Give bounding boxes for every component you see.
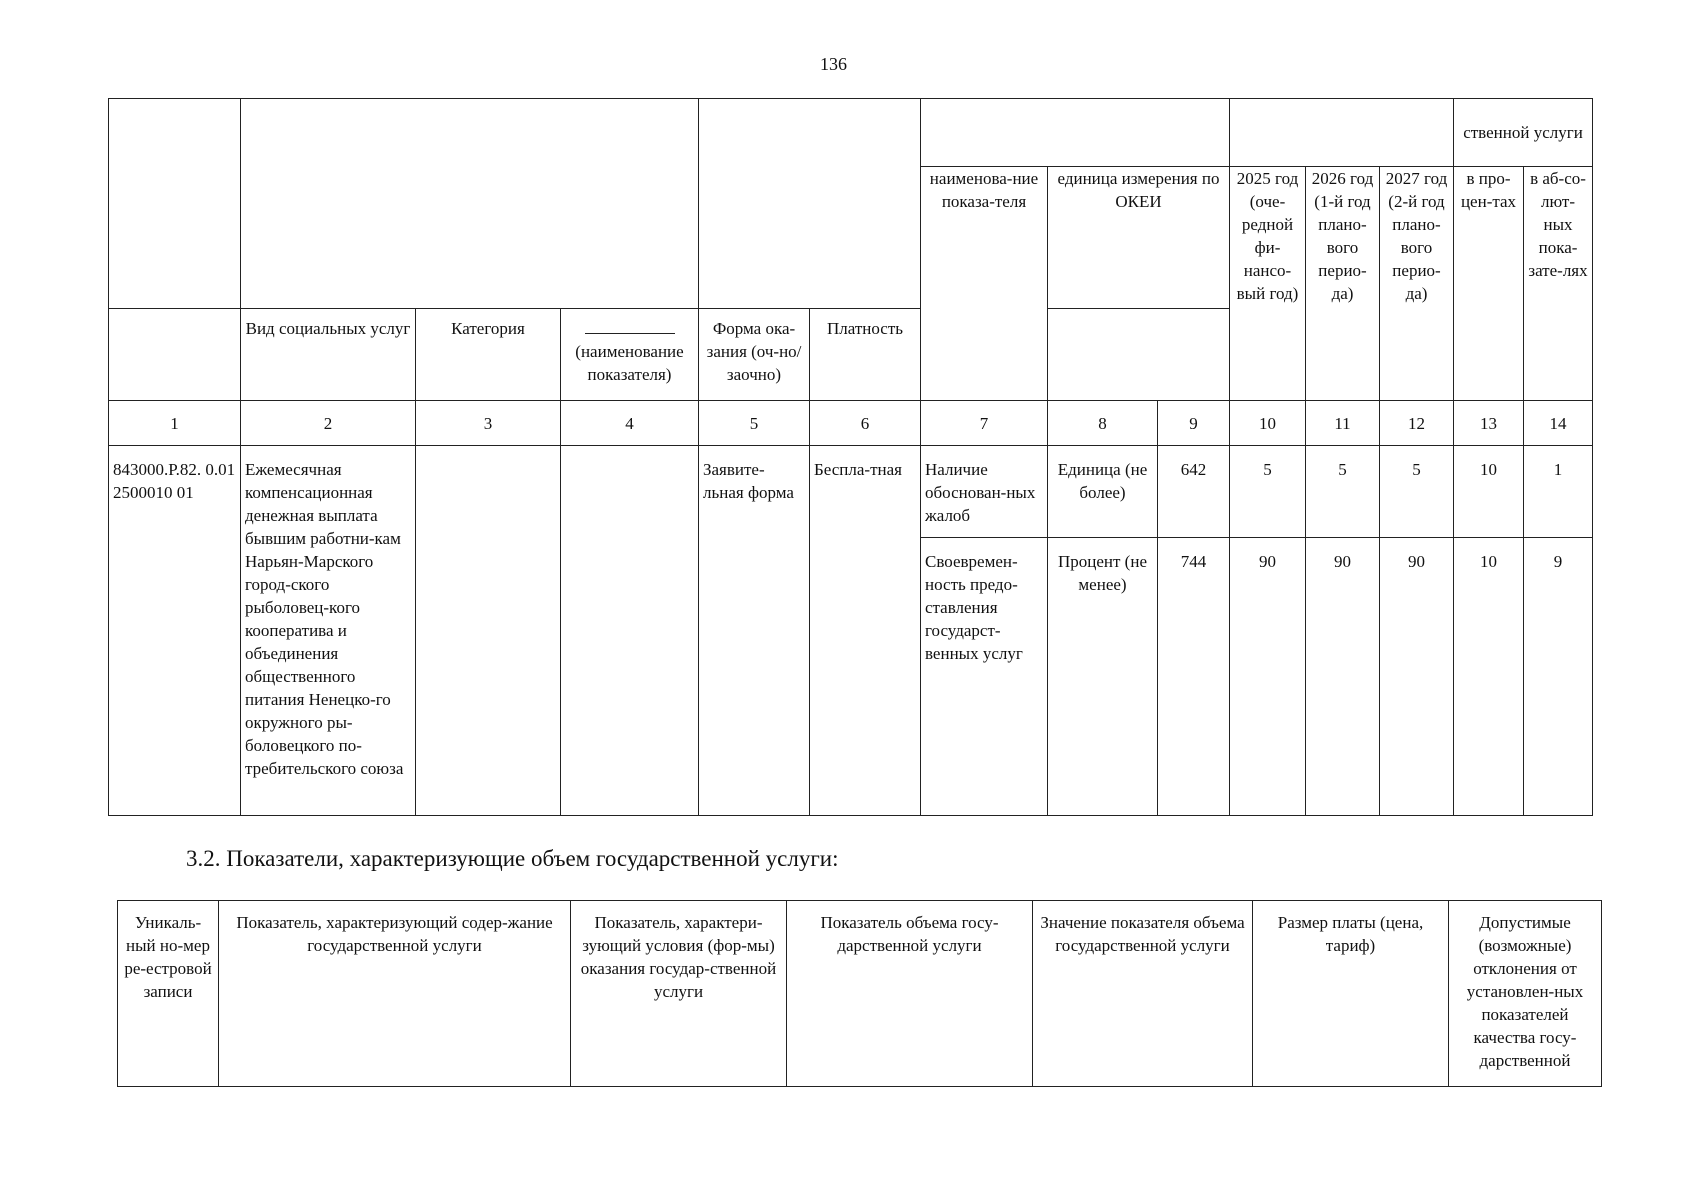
indicator-1: Наличие обоснован-ных жалоб (921, 446, 1048, 538)
column-number-8: 8 (1048, 401, 1158, 446)
column-number-4: 4 (561, 401, 699, 446)
pct-2: 10 (1454, 538, 1524, 816)
section-title: 3.2. Показатели, характеризующие объем государственной услуги: (186, 846, 839, 871)
column-number-10: 10 (1230, 401, 1306, 446)
header-blank-5 (1230, 99, 1454, 167)
header-blank-2 (241, 99, 699, 309)
header-unit-okei: единица измерения по ОКЕИ (1048, 167, 1230, 309)
column-number-3: 3 (416, 401, 561, 446)
column-number-11: 11 (1306, 401, 1380, 446)
payment-cell: Беспла-тная (810, 446, 921, 816)
quality-indicators-table (108, 98, 1593, 816)
code-1: 642 (1158, 446, 1230, 538)
unit-1: Единица (не более) (1048, 446, 1158, 538)
volume-header-3: Показатель, характери-зующий условия (фор-мы) оказания государ-ственной услуги (571, 901, 787, 1087)
volume-header-4: Показатель объема госу-дарственной услуги (787, 901, 1033, 1087)
category-cell (416, 446, 561, 816)
page-number: 136 (820, 54, 847, 74)
column-number-7: 7 (921, 401, 1048, 446)
volume-header-2: Показатель, характеризующий содер-жание государственной услуги (219, 901, 571, 1087)
column-number-14: 14 (1524, 401, 1593, 446)
header-percent: в про-цен-тах (1454, 167, 1524, 401)
column-number-5: 5 (699, 401, 810, 446)
header-blank-1 (109, 99, 241, 309)
header-blank-3 (699, 99, 921, 309)
header-service-type: Вид социальных услуг (241, 309, 416, 401)
header-payment: Платность (810, 309, 921, 401)
abs-2: 9 (1524, 538, 1593, 816)
header-2027: 2027 год (2-й год плано-вого перио-да) (1380, 167, 1454, 401)
header-param-name (561, 309, 699, 401)
header-param-name-text: (наименование показателя) (575, 342, 684, 384)
header-2026: 2026 год (1-й год плано-вого перио-да) (1306, 167, 1380, 401)
value-2026-2: 90 (1306, 538, 1380, 816)
header-state-service: ственной услуги (1454, 99, 1593, 167)
header-absolute: в аб-со-лют-ных пока-зате-лях (1524, 167, 1593, 401)
header-blank-4 (921, 99, 1230, 167)
volume-header-7: Допустимые (возможные) отклонения от установлен-ных показателей качества госу-дарственной (1449, 901, 1602, 1087)
column-numbers-row (109, 401, 1593, 446)
header-2025: 2025 год (оче-редной фи-нансо-вый год) (1230, 167, 1306, 401)
column-number-12: 12 (1380, 401, 1454, 446)
value-2027-1: 5 (1380, 446, 1454, 538)
code-2: 744 (1158, 538, 1230, 816)
volume-header-6: Размер платы (цена, тариф) (1253, 901, 1449, 1087)
abs-1: 1 (1524, 446, 1593, 538)
header-form: Форма ока-зания (оч-но/заочно) (699, 309, 810, 401)
form-cell: Заявите-льная форма (699, 446, 810, 816)
header-category: Категория (416, 309, 561, 401)
blank-line (585, 321, 675, 334)
column-number-1: 1 (109, 401, 241, 446)
param-cell (561, 446, 699, 816)
volume-header-1: Уникаль-ный но-мер ре-естровой записи (118, 901, 219, 1087)
column-number-6: 6 (810, 401, 921, 446)
value-2027-2: 90 (1380, 538, 1454, 816)
column-number-13: 13 (1454, 401, 1524, 446)
unit-2: Процент (не менее) (1048, 538, 1158, 816)
registry-number: 843000.Р.82. 0.012500010 01 (109, 446, 241, 816)
pct-1: 10 (1454, 446, 1524, 538)
value-2025-1: 5 (1230, 446, 1306, 538)
indicator-2: Своевремен-ность предо-ставления государст-венных услуг (921, 538, 1048, 816)
value-2026-1: 5 (1306, 446, 1380, 538)
service-name: Ежемесячная компенсационная денежная выплата бывшим работни-кам Нарьян-Марского город-ского рыболовец-кого кооператива и объединения общественного питания Ненецко-го окружного ры-боловецкого по-требительского союза (241, 446, 416, 816)
column-number-2: 2 (241, 401, 416, 446)
volume-table-header (118, 901, 1602, 1087)
column-number-9: 9 (1158, 401, 1230, 446)
header-indicator-name: наименова-ние показа-теля (921, 167, 1048, 401)
volume-indicators-table (117, 900, 1602, 1087)
header-blank-col1 (109, 309, 241, 401)
value-2025-2: 90 (1230, 538, 1306, 816)
volume-header-5: Значение показателя объема государственной услуги (1033, 901, 1253, 1087)
